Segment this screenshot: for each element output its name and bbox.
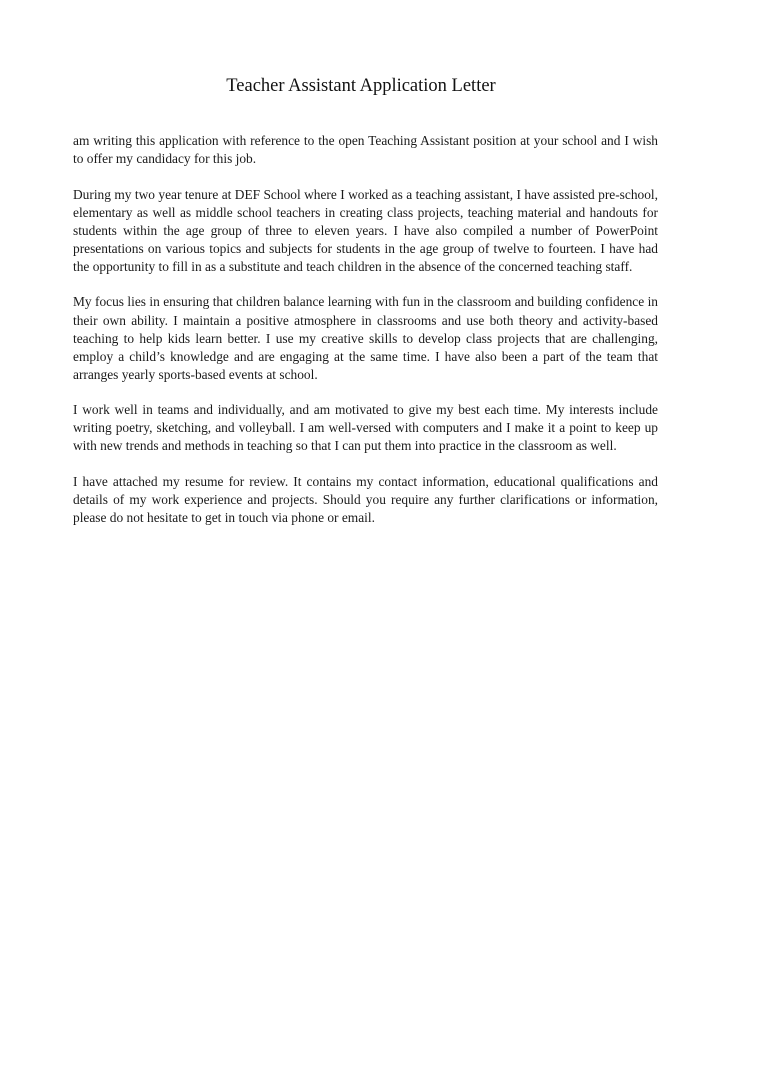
paragraph-closing: I have attached my resume for review. It contains my contact information, educational qualifications and details of my work experience and projects. Should you require any further clarifications or information, please do not hesitate to get in touch via phone or email. [73,473,658,526]
paragraph-intro: am writing this application with reference to the open Teaching Assistant position at your school and I wish to offer my candidacy for this job. [73,133,658,167]
paragraph-focus: My focus lies in ensuring that children balance learning with fun in the classroom and building confidence in their own ability. I maintain a positive atmosphere in classrooms and use both theory and activity-based teaching to help kids learn better. I use my creative skills to develop class projects that are challenging, employ a child’s knowledge and are engaging at the same time. I have also been a part of the team that arranges yearly sports-based events at school. [73,294,658,382]
paragraph-experience: During my two year tenure at DEF School where I worked as a teaching assistant, I have assisted pre-school, elementary as well as middle school teachers in creating class projects, teaching material and handouts for students within the age group of three to eleven years. I have also compiled a number of PowerPoint presentations on various topics and subjects for students in the age group of twelve to fourteen. I have had the opportunity to fill in as a substitute and teach children in the absence of the concerned teaching staff. [73,186,658,274]
letter-body [73,132,658,545]
paragraph-skills: I work well in teams and individually, and am motivated to give my best each time. My interests include writing poetry, sketching, and volleyball. I am well-versed with computers and I make it a point to keep up with new trends and methods in teaching so that I can put them into practice in the classroom as well. [73,402,658,454]
document-title: Teacher Assistant Application Letter [226,76,496,96]
